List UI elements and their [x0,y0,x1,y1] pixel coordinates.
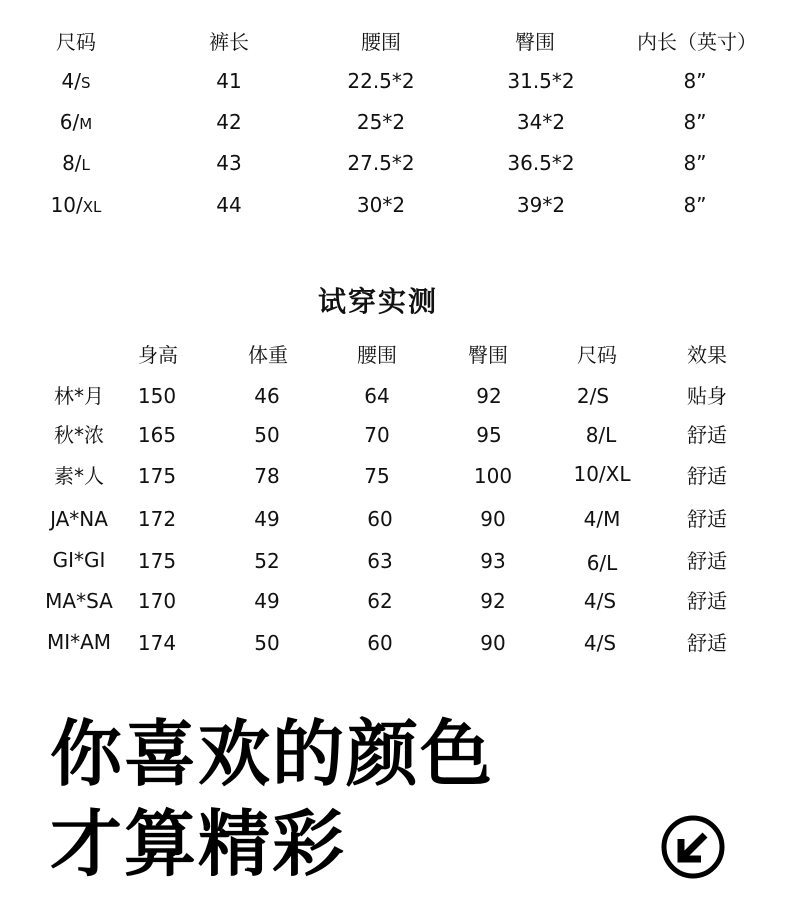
trial-header-effect: 效果 [687,343,727,367]
trial-height: 150 [137,384,177,408]
trial-name: MA*SA [45,589,113,613]
trial-weight: 78 [254,464,280,488]
trial-effect: 舒适 [687,464,727,488]
size-hip: 39*2 [516,193,566,217]
trial-size: 2/S [576,384,610,408]
size-waist: 27.5*2 [347,151,415,175]
trial-section-title: 试穿实测 [317,285,439,318]
trial-effect: 贴身 [687,384,727,408]
trial-effect: 舒适 [687,589,727,613]
trial-hip: 90 [480,631,506,655]
trial-header-size: 尺码 [577,343,617,367]
trial-weight: 46 [254,384,280,408]
trial-waist: 75 [364,464,390,488]
trial-waist: 64 [364,384,390,408]
trial-weight: 52 [254,549,280,573]
size-table-header-hip: 臀围 [515,30,555,54]
trial-height: 165 [137,423,177,447]
trial-height: 170 [137,589,177,613]
size-table-header-length: 裤长 [209,30,249,54]
trial-waist: 60 [367,631,393,655]
trial-size: 4/S [583,589,617,613]
size-number: 10/ [50,193,83,217]
trial-size: 8/L [585,423,617,447]
trial-name: 林*月 [54,384,104,408]
trial-header-weight: 体重 [248,343,288,367]
size-table-header-waist: 腰围 [361,30,401,54]
trial-hip: 92 [476,384,502,408]
trial-hip: 92 [480,589,506,613]
size-letter: M [79,115,93,133]
size-table-header-inseam: 内长（英寸） [637,30,757,54]
size-number: 4/ [61,69,81,93]
trial-effect: 舒适 [687,631,727,655]
trial-height: 175 [137,464,177,488]
size-table-row [62,151,90,177]
trial-waist: 70 [364,423,390,447]
size-table-row [51,193,102,219]
size-length: 42 [216,110,242,134]
trial-height: 174 [137,631,177,655]
trial-size: 4/M [583,507,621,531]
size-hip: 31.5*2 [507,69,575,93]
size-letter: XL [82,198,102,216]
size-hip: 36.5*2 [507,151,575,175]
trial-waist: 60 [367,507,393,531]
trial-effect: 舒适 [687,549,727,573]
trial-name: JA*NA [50,507,108,531]
trial-header-hip: 臀围 [468,343,508,367]
trial-weight: 49 [254,507,280,531]
size-length: 41 [216,69,242,93]
size-number: 8/ [62,151,82,175]
trial-effect: 舒适 [687,507,727,531]
trial-header-height: 身高 [138,343,178,367]
size-table-header-size: 尺码 [56,30,96,54]
trial-size: 6/L [586,551,618,575]
trial-header-waist: 腰围 [357,343,397,367]
trial-weight: 50 [254,423,280,447]
trial-hip: 100 [473,464,513,488]
trial-effect: 舒适 [687,423,727,447]
size-waist: 25*2 [356,110,406,134]
size-table-row [62,69,91,95]
trial-height: 175 [137,549,177,573]
size-inseam: 8” [683,110,707,134]
size-letter: S [80,74,91,92]
trial-size: 4/S [583,631,617,655]
size-number: 6/ [59,110,80,134]
size-inseam: 8” [683,151,707,175]
trial-weight: 49 [254,589,280,613]
trial-size: 10/XL [573,462,631,486]
trial-hip: 95 [476,423,502,447]
slogan-line-2: 才算精彩 [50,802,347,886]
trial-name: MI*AM [46,630,112,654]
trial-waist: 63 [367,549,393,573]
trial-height: 172 [137,507,177,531]
trial-name: GI*GI [52,548,106,572]
trial-name: 素*人 [54,464,104,488]
trial-hip: 90 [480,507,506,531]
size-letter: L [81,156,90,174]
size-hip: 34*2 [516,110,566,134]
size-length: 43 [216,151,242,175]
size-length: 44 [216,193,242,217]
trial-hip: 93 [480,549,506,573]
slogan-line-1: 你喜欢的颜色 [50,712,495,796]
size-waist: 22.5*2 [347,69,415,93]
trial-weight: 50 [254,631,280,655]
size-waist: 30*2 [356,193,406,217]
trial-waist: 62 [367,589,393,613]
size-table-row [60,110,92,136]
arrow-down-left-circle-icon[interactable] [661,815,725,879]
size-inseam: 8” [683,69,707,93]
trial-name: 秋*浓 [54,423,104,447]
size-inseam: 8” [683,193,707,217]
